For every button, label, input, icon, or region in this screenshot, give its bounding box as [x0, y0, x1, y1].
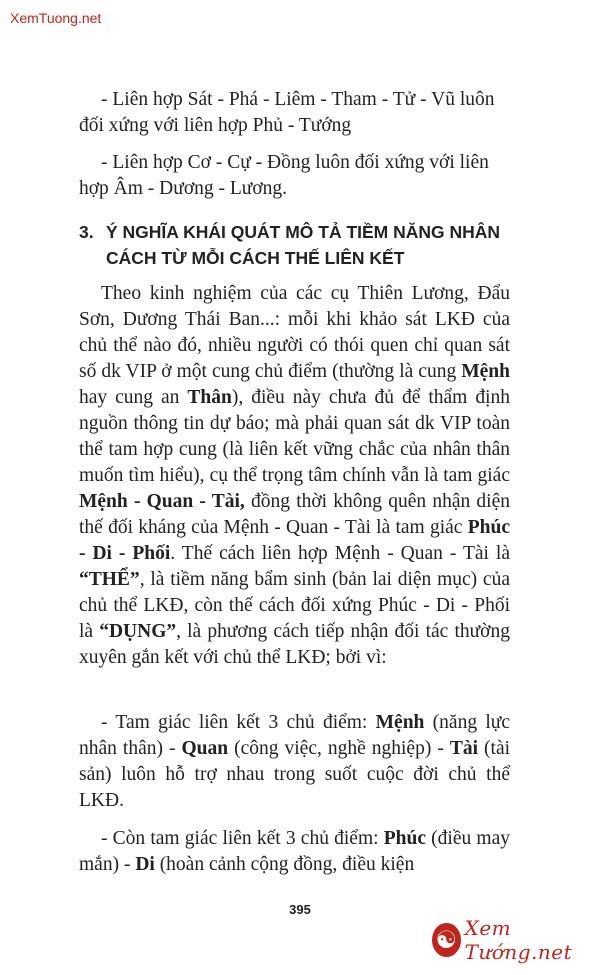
bullet3-bold: Tài	[449, 738, 479, 759]
para-text: Theo kinh nghiệm của các cụ Thiên Lương, Đẩu Sơn, Dương Thái Ban...: mỗi khi khảo sát LKĐ của chủ thể nào đó, nhiều người có thói quen chỉ quan sát số dk VIP ở một cung chủ điểm (thường là cung	[79, 283, 510, 382]
bullet3-text: (công việc, nghề nghiệp) -	[228, 738, 450, 759]
heading-line2: CÁCH TỪ MỖI CÁCH THẾ LIÊN KẾT	[106, 248, 405, 268]
site-logo[interactable]	[432, 916, 600, 964]
para-bold: Mệnh	[461, 361, 510, 382]
bullet1-line1: - Liên hợp Sát - Phá - Liêm - Tham - Tử - Vũ luôn	[101, 89, 495, 110]
bullet-co-cu-dong	[79, 150, 510, 202]
para-text: đồng thời không quên nhận diện thế đối kháng của Mệnh - Quan - Tài là tam giác	[79, 491, 510, 538]
section-heading	[79, 219, 519, 271]
para-bold: Phúc - Di - Phối	[79, 517, 510, 564]
para-bold: Mệnh - Quan - Tài,	[79, 491, 245, 512]
yin-yang-icon: ☯	[432, 923, 461, 957]
bullet3-text: - Tam giác liên kết 3 chủ điểm:	[101, 712, 376, 733]
bullet3-text: (tài sản) luôn hỗ trợ nhau trong suốt cuộc đời chủ thể LKĐ.	[79, 738, 511, 811]
bullet4-text: (điều may mắn) -	[79, 828, 510, 875]
bullet2-line1: - Liên hợp Cơ - Cự - Đồng luôn đối xứng với liên	[101, 152, 489, 173]
bullet2-line2: hợp Âm - Dương - Lương.	[79, 178, 288, 199]
para-text: , là tiềm năng bẩm sinh (bản lai diện mục) của chủ thể LKĐ, còn thế cách đối xứng Phúc - Di - Phối là	[79, 569, 510, 642]
logo-text: Xem Tướng.net	[464, 916, 573, 964]
main-paragraph	[79, 281, 510, 671]
para-bold: “THỂ”	[79, 569, 140, 590]
heading-line1: Ý NGHĨA KHÁI QUÁT MÔ TẢ TIỀM NĂNG NHÂN	[106, 222, 501, 242]
bullet1-line2: đối xứng với liên hợp Phủ - Tướng	[79, 115, 352, 136]
bullet-phuc-di	[79, 826, 510, 878]
site-watermark: XemTuong.net	[10, 10, 102, 26]
bullet4-bold: Phúc	[383, 828, 426, 849]
bullet4-text: (hoàn cảnh cộng đồng, điều kiện	[154, 854, 415, 875]
para-text: , là phương cách tiếp nhận đối tác thường xuyên gắn kết với chủ thể LKĐ; bởi vì:	[79, 621, 510, 668]
bullet3-bold: Mệnh	[375, 712, 425, 733]
bullet4-text: - Còn tam giác liên kết 3 chủ điểm:	[101, 828, 384, 849]
bullet4-bold: Di	[135, 854, 155, 875]
para-bold: “DỤNG”	[99, 621, 177, 642]
para-text: ), điều này chưa đủ để thẩm định nguồn thông tin dự báo; mà phải quan sát dk VIP toàn thể tam hợp cung (là liên kết vững chắc của nhân thân muốn tìm hiểu), cụ thể trọng tâm chính vẫn là tam giác	[79, 387, 510, 486]
para-text: hay cung an	[79, 387, 188, 408]
para-text: . Thế cách liên hợp Mệnh - Quan - Tài là	[170, 543, 510, 564]
para-bold: Thân	[187, 387, 232, 408]
page-number: 395	[289, 902, 311, 917]
section-number: 3.	[79, 222, 94, 242]
bullet3-bold: Quan	[181, 738, 229, 759]
bullet3-text: (năng lực nhân thân) -	[79, 712, 510, 759]
bullet-menh-quan-tai	[79, 710, 510, 814]
bullet-sat-pha-liem	[79, 87, 510, 139]
